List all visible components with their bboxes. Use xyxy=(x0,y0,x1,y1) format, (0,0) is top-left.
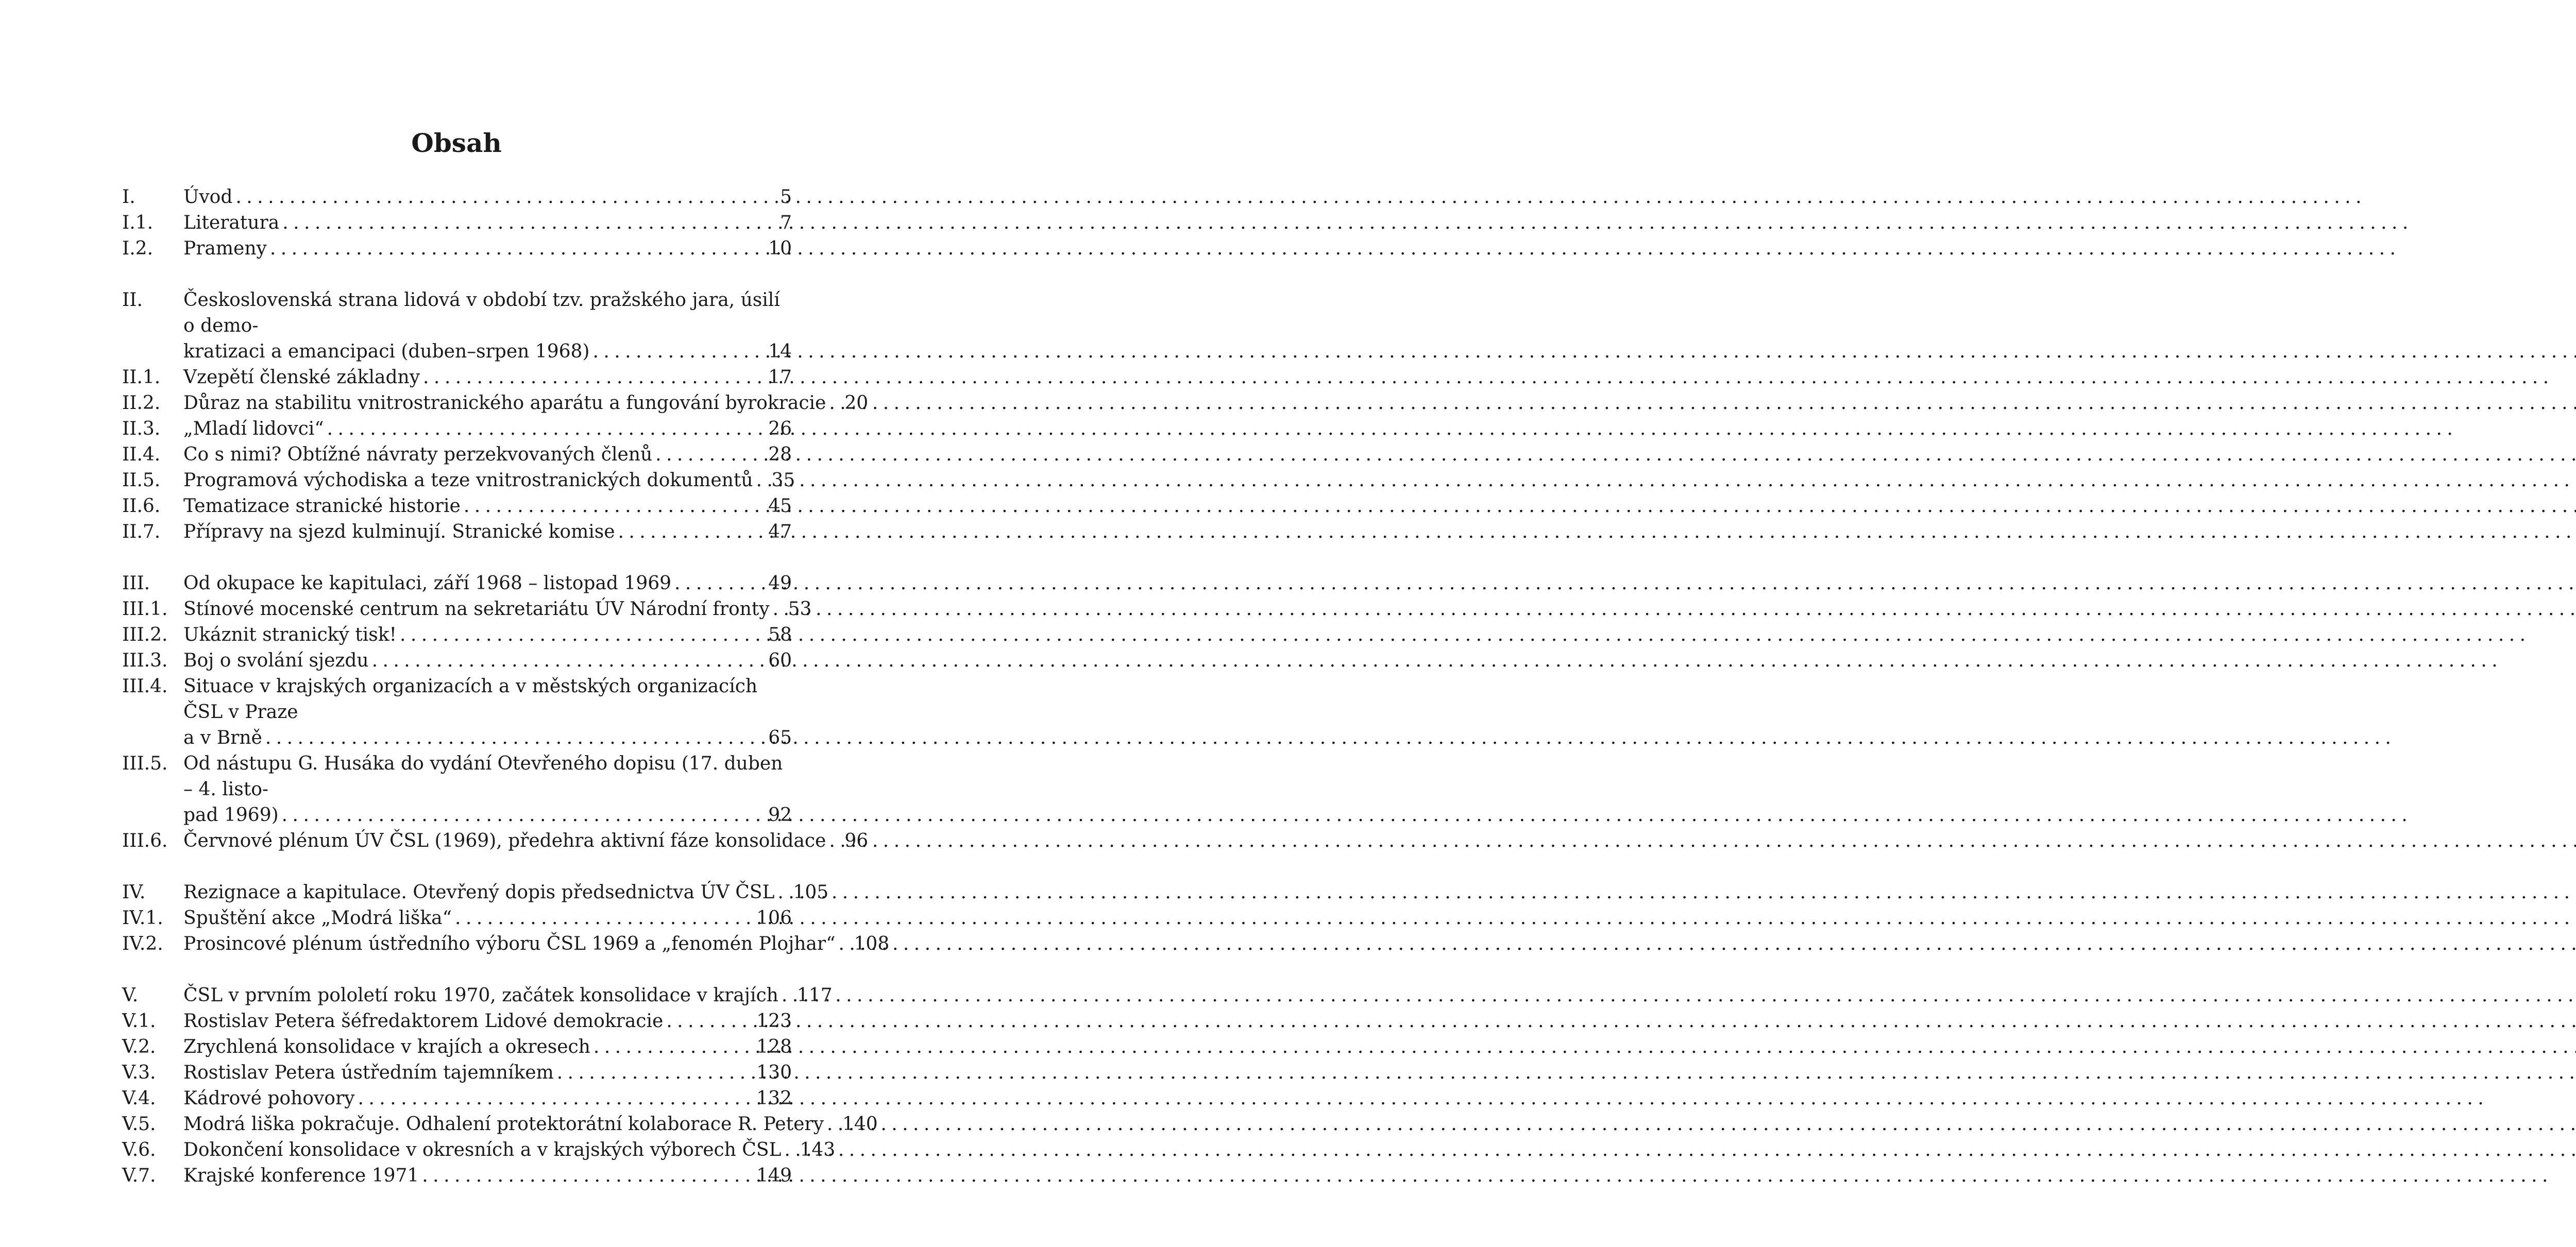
chapter-number: V.4. xyxy=(122,1088,156,1109)
dot-leader xyxy=(327,416,766,442)
page-number: 140 xyxy=(842,1114,878,1135)
page-number: 60 xyxy=(768,650,792,671)
toc-line xyxy=(183,1137,836,1163)
chapter-title: kratizaci a emancipaci (duben–srpen 1968) xyxy=(183,341,590,362)
toc-line xyxy=(183,416,792,442)
toc-entry xyxy=(122,468,795,493)
dot-leader xyxy=(777,880,790,906)
toc-entry-body xyxy=(183,1112,878,1137)
toc-entry xyxy=(122,880,829,906)
toc-entry-body xyxy=(183,184,792,210)
dot-leader xyxy=(655,442,765,468)
page-number: 26 xyxy=(768,418,792,439)
page-number: 49 xyxy=(768,573,792,594)
toc-line xyxy=(183,1086,792,1112)
dot-leader xyxy=(773,596,785,622)
toc-entry-body xyxy=(183,571,792,596)
chapter-number: V.2. xyxy=(122,1036,156,1057)
page-number: 143 xyxy=(800,1139,836,1160)
toc-section xyxy=(122,571,869,854)
toc-entry xyxy=(122,1137,836,1163)
chapter-title: Modrá liška pokračuje. Odhalení protektorátní kolaborace R. Petery xyxy=(183,1114,824,1135)
toc-entry-body xyxy=(183,236,792,262)
toc-entry-body xyxy=(183,390,869,416)
toc-line xyxy=(183,468,795,493)
chapter-title: Vzepětí členské základny xyxy=(183,367,420,388)
toc-entry xyxy=(122,751,792,828)
toc-entry-body xyxy=(183,493,792,519)
toc-line xyxy=(183,210,792,236)
toc-entry-body xyxy=(183,648,792,674)
chapter-title: Rostislav Petera šéfredaktorem Lidové demokracie xyxy=(183,1011,664,1032)
toc-entry-body xyxy=(183,596,812,622)
toc-entry-body xyxy=(183,210,792,236)
toc-entry xyxy=(122,983,833,1009)
chapter-number: I. xyxy=(122,186,135,208)
chapter-title: Červnové plénum ÚV ČSL (1969), předehra aktivní fáze konsolidace xyxy=(183,830,826,851)
toc-entry-body xyxy=(183,365,792,390)
chapter-number: II. xyxy=(122,289,143,311)
page-number: 117 xyxy=(796,985,833,1006)
dot-leader xyxy=(282,802,766,828)
toc-line xyxy=(183,390,869,416)
dot-leader xyxy=(464,493,765,519)
page-number: 128 xyxy=(756,1036,792,1057)
toc-line xyxy=(183,1009,792,1034)
toc-line xyxy=(183,1060,792,1086)
chapter-title: Zrychlená konsolidace v krajích a okresech xyxy=(183,1036,590,1057)
toc-entry-body xyxy=(183,1060,792,1086)
page-number: 92 xyxy=(768,805,792,826)
toc-entry xyxy=(122,390,869,416)
toc-line xyxy=(183,725,792,751)
dot-leader xyxy=(423,365,765,390)
toc-entry xyxy=(122,1086,792,1112)
page-number: 106 xyxy=(756,908,792,929)
dot-leader xyxy=(594,1034,753,1060)
dot-leader xyxy=(400,622,765,648)
chapter-title: Od okupace ke kapitulaci, září 1968 – listopad 1969 xyxy=(183,573,672,594)
chapter-number: III. xyxy=(122,573,150,594)
chapter-number: IV.1. xyxy=(122,908,163,929)
toc-entry xyxy=(122,236,792,262)
toc-line xyxy=(183,802,792,828)
toc-entry-body xyxy=(183,442,792,468)
toc-section xyxy=(122,184,792,262)
toc-line xyxy=(183,622,792,648)
toc-entry xyxy=(122,1112,878,1137)
chapter-title: Kádrové pohovory xyxy=(183,1088,355,1109)
dot-leader xyxy=(270,236,765,262)
toc-section xyxy=(122,983,878,1189)
dot-leader xyxy=(235,184,777,210)
page-number: 149 xyxy=(756,1165,792,1186)
toc-entry xyxy=(122,184,792,210)
chapter-title: Co s nimi? Obtížné návraty perzekvovaných členů xyxy=(183,444,653,465)
page-number: 47 xyxy=(768,521,792,542)
toc-entry-body xyxy=(183,880,829,906)
toc-entry xyxy=(122,493,792,519)
toc-line xyxy=(183,442,792,468)
page-number: 65 xyxy=(768,727,792,748)
dot-leader xyxy=(618,519,766,545)
toc-entry-body xyxy=(183,622,792,648)
page-number: 17 xyxy=(768,367,792,388)
toc-entry xyxy=(122,1163,792,1189)
dot-leader xyxy=(839,931,851,957)
dot-leader xyxy=(666,1009,753,1034)
dot-leader xyxy=(358,1086,754,1112)
page-number: 35 xyxy=(771,470,795,491)
chapter-number: V. xyxy=(122,985,139,1006)
page-number: 96 xyxy=(844,830,869,851)
dot-leader xyxy=(829,828,841,854)
toc-entry xyxy=(122,442,792,468)
chapter-title: a v Brně xyxy=(183,727,262,748)
toc-line xyxy=(183,648,792,674)
toc-line xyxy=(183,906,792,931)
page-number: 28 xyxy=(768,444,792,465)
page-number: 108 xyxy=(854,933,890,954)
dot-leader xyxy=(782,983,794,1009)
toc-entry xyxy=(122,674,792,751)
toc-line xyxy=(183,880,829,906)
toc-line xyxy=(183,596,812,622)
chapter-title: „Mladí lidovci“ xyxy=(183,418,324,439)
toc-entry xyxy=(122,519,792,545)
chapter-number: I.1. xyxy=(122,212,154,233)
chapter-title: Stínové mocenské centrum na sekretariátu ÚV Národní fronty xyxy=(183,599,770,620)
chapter-number: V.5. xyxy=(122,1114,156,1135)
dot-leader xyxy=(756,468,769,493)
toc-entry xyxy=(122,571,792,596)
chapter-number: V.3. xyxy=(122,1062,156,1083)
toc-entry xyxy=(122,1034,792,1060)
chapter-title: Prosincové plénum ústředního výboru ČSL 1969 a „fenomén Plojhar“ xyxy=(183,933,836,954)
toc-entry-body xyxy=(183,1137,836,1163)
toc-line xyxy=(183,493,792,519)
dot-leader xyxy=(784,1137,796,1163)
chapter-title: Rostislav Petera ústředním tajemníkem xyxy=(183,1062,554,1083)
toc-entry xyxy=(122,1060,792,1086)
chapter-title: Přípravy na sjezd kulminují. Stranické komise xyxy=(183,521,615,542)
chapter-title: Prameny xyxy=(183,238,267,259)
chapter-number: V.7. xyxy=(122,1165,156,1186)
chapter-title-line: Situace v krajských organizacích a v městských organizacích ČSL v Praze xyxy=(183,676,758,723)
toc-entry-body xyxy=(183,1086,792,1112)
chapter-title: Dokončení konsolidace v okresních a v krajských výborech ČSL xyxy=(183,1139,782,1160)
toc-entry-body xyxy=(183,519,792,545)
toc-entry-body xyxy=(183,931,890,957)
chapter-number: II.1. xyxy=(122,367,161,388)
chapter-number: II.3. xyxy=(122,418,161,439)
chapter-number: III.4. xyxy=(122,676,168,697)
chapter-title: Boj o svolání sjezdu xyxy=(183,650,369,671)
page-number: 45 xyxy=(768,496,792,517)
page-number: 132 xyxy=(756,1088,792,1109)
chapter-title-line: Od nástupu G. Husáka do vydání Otevřeného dopisu (17. duben – 4. listo- xyxy=(183,753,783,800)
toc-entry xyxy=(122,210,792,236)
toc-line xyxy=(183,1112,878,1137)
toc-line xyxy=(183,184,792,210)
chapter-title: Úvod xyxy=(183,186,233,208)
dot-leader xyxy=(265,725,765,751)
chapter-number: III.1. xyxy=(122,599,168,620)
chapter-title: pad 1969) xyxy=(183,805,279,826)
toc-line xyxy=(183,1163,792,1189)
chapter-title: Literatura xyxy=(183,212,280,233)
chapter-title: Důraz na stabilitu vnitrostranického aparátu a fungování byrokracie xyxy=(183,392,826,414)
chapter-title: Rezignace a kapitulace. Otevřený dopis předsednictva ÚV ČSL xyxy=(183,882,775,903)
dot-leader xyxy=(674,571,765,596)
page-number: 5 xyxy=(780,186,792,208)
dot-leader xyxy=(557,1060,754,1086)
toc-line xyxy=(183,1034,792,1060)
toc-entry xyxy=(122,365,792,390)
chapter-title: ČSL v prvním pololetí roku 1970, začátek konsolidace v krajích xyxy=(183,985,778,1006)
toc-entry-body xyxy=(183,828,869,854)
toc-section xyxy=(122,880,890,957)
dot-leader xyxy=(282,210,777,236)
toc-entry xyxy=(122,596,812,622)
chapter-number: V.6. xyxy=(122,1139,156,1160)
toc-entry-body xyxy=(183,287,792,365)
toc-entry xyxy=(122,287,792,365)
chapter-number: III.6. xyxy=(122,830,168,851)
toc-line xyxy=(183,236,792,262)
dot-leader xyxy=(372,648,766,674)
chapter-title: Tematizace stranické historie xyxy=(183,496,461,517)
chapter-number: II.7. xyxy=(122,521,161,542)
toc-entry xyxy=(122,416,792,442)
chapter-number: III.5. xyxy=(122,753,168,774)
chapter-title: Spuštění akce „Modrá liška“ xyxy=(183,908,452,929)
page-number: 14 xyxy=(768,341,792,362)
dot-leader xyxy=(422,1163,753,1189)
toc-line xyxy=(183,828,869,854)
chapter-number: II.6. xyxy=(122,496,161,517)
page-title: Obsah xyxy=(411,128,502,158)
toc-entry-body xyxy=(183,1163,792,1189)
toc-entry xyxy=(122,906,792,931)
toc-entry xyxy=(122,828,869,854)
chapter-number: V.1. xyxy=(122,1011,156,1032)
page-number: 123 xyxy=(756,1011,792,1032)
chapter-title: Programová východiska a teze vnitrostranických dokumentů xyxy=(183,470,753,491)
chapter-number: II.4. xyxy=(122,444,161,465)
toc-line xyxy=(183,931,890,957)
book-page xyxy=(0,0,890,1247)
toc-entry-body xyxy=(183,1034,792,1060)
page-number: 10 xyxy=(768,238,792,259)
toc-line xyxy=(183,519,792,545)
dot-leader xyxy=(829,390,841,416)
dot-leader xyxy=(827,1112,839,1137)
chapter-number: IV.2. xyxy=(122,933,163,954)
chapter-number: III.3. xyxy=(122,650,168,671)
toc-line xyxy=(183,365,792,390)
toc-entry xyxy=(122,1009,792,1034)
chapter-number: III.2. xyxy=(122,624,168,645)
toc-entry xyxy=(122,622,792,648)
page-number: 20 xyxy=(844,392,869,414)
toc-entry xyxy=(122,648,792,674)
toc-entry xyxy=(122,931,890,957)
chapter-title: Krajské konference 1971 xyxy=(183,1165,419,1186)
chapter-number: I.2. xyxy=(122,238,154,259)
chapter-title-line: Československá strana lidová v období tzv. pražského jara, úsilí o demo- xyxy=(183,289,780,336)
page-number: 7 xyxy=(780,212,792,233)
toc-line xyxy=(183,983,833,1009)
toc-line xyxy=(183,339,792,365)
page-number: 58 xyxy=(768,624,792,645)
toc-entry-body xyxy=(183,983,833,1009)
toc-entry-body xyxy=(183,906,792,931)
toc-entry-body xyxy=(183,674,792,751)
chapter-title: Ukáznit stranický tisk! xyxy=(183,624,397,645)
toc-entry-body xyxy=(183,468,795,493)
table-of-contents xyxy=(122,184,890,1189)
toc-entry-body xyxy=(183,751,792,828)
dot-leader xyxy=(455,906,753,931)
page-number: 130 xyxy=(756,1062,792,1083)
chapter-number: IV. xyxy=(122,882,146,903)
toc-entry-body xyxy=(183,416,792,442)
toc-section xyxy=(122,287,869,545)
toc-entry-body xyxy=(183,1009,792,1034)
page-number: 105 xyxy=(793,882,829,903)
page-number: 53 xyxy=(788,599,812,620)
toc-line xyxy=(183,571,792,596)
chapter-number: II.2. xyxy=(122,392,161,414)
dot-leader xyxy=(592,339,765,365)
chapter-number: II.5. xyxy=(122,470,161,491)
